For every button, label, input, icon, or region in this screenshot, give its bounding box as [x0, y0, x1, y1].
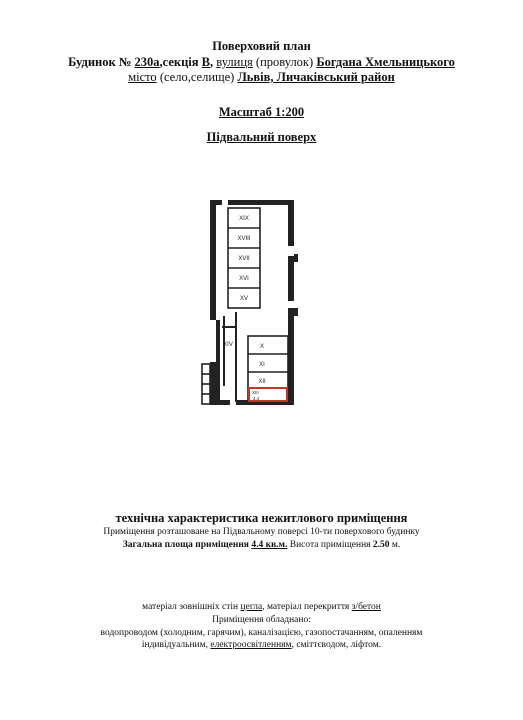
equipment-line-1: водопроводом (холодним, гарячим), каналізацією, газопостачанням, опаленням [100, 628, 423, 638]
height-unit: м. [389, 540, 401, 550]
heating-type: індивідуальним, [141, 640, 211, 650]
wall [235, 312, 237, 402]
room-label: XI [259, 362, 265, 368]
lighting: електроосвітленням [210, 640, 292, 650]
floor-plan [200, 196, 305, 416]
height-label: Висота приміщення [287, 540, 373, 550]
sep: , [210, 55, 217, 69]
equipment-rest: , сміттєводом, ліфтом. [291, 640, 382, 650]
street-note: (провулок) [252, 55, 317, 69]
tech-area-line [0, 540, 523, 550]
wall [223, 316, 225, 386]
tech-location: Приміщення розташоване на Підвальному поверсі 10-ти поверхового будинку [103, 527, 420, 537]
wall [288, 308, 294, 403]
room-label: XVII [238, 256, 250, 262]
wall [288, 200, 294, 246]
walls-label: матеріал зовнішніх стін [142, 602, 241, 612]
room-label: XVIII [237, 236, 251, 242]
wall [210, 362, 216, 405]
wall [210, 200, 222, 205]
wall [216, 320, 220, 405]
height-value: 2.50 [372, 540, 390, 550]
walls-material: цегла [240, 602, 263, 612]
wall [228, 200, 294, 205]
city-note: (село,селище) [156, 70, 238, 84]
wall [294, 308, 298, 316]
house-label: Будинок № [68, 55, 135, 69]
room-area: 4.4 [253, 396, 260, 401]
city-line [0, 70, 523, 85]
wall [210, 400, 230, 405]
materials-line [0, 602, 523, 612]
wall [288, 256, 294, 301]
address-line [0, 55, 523, 70]
scale-label: Масштаб 1:200 [218, 105, 305, 119]
section-value: В [201, 55, 210, 69]
room-label: XII [258, 379, 266, 385]
wall [294, 254, 298, 262]
room-label: XV [239, 296, 249, 302]
wall [210, 200, 216, 320]
plan-title: Поверховий план [212, 39, 311, 53]
area-label: Загальна площа приміщення [122, 540, 249, 550]
tech-title: технічна характеристика нежитлового приміщення [115, 511, 408, 525]
house-number: 230а [134, 55, 160, 69]
city-name: Львів, Личаківський район [237, 70, 395, 84]
area-value: 4.4 кв.м. [251, 540, 288, 550]
street-name: Богдана Хмельницького [316, 55, 455, 69]
room-label: XIII [252, 390, 259, 395]
room-label: XIX [239, 216, 249, 222]
equipment-title: Приміщення обладнано: [212, 615, 311, 625]
street-label: вулиця [216, 55, 253, 69]
room-label: XIV [223, 342, 233, 348]
equipment-line-2 [0, 640, 523, 650]
ceiling-material: з/бетон [351, 602, 381, 612]
room-label: X [259, 344, 265, 350]
city-label: місто [128, 70, 157, 84]
floor-label: Підвальний поверх [206, 130, 317, 144]
room-label: XVI [239, 276, 249, 282]
section-label: ,секція [159, 55, 202, 69]
ceiling-label: , матеріал перекриття [262, 602, 352, 612]
